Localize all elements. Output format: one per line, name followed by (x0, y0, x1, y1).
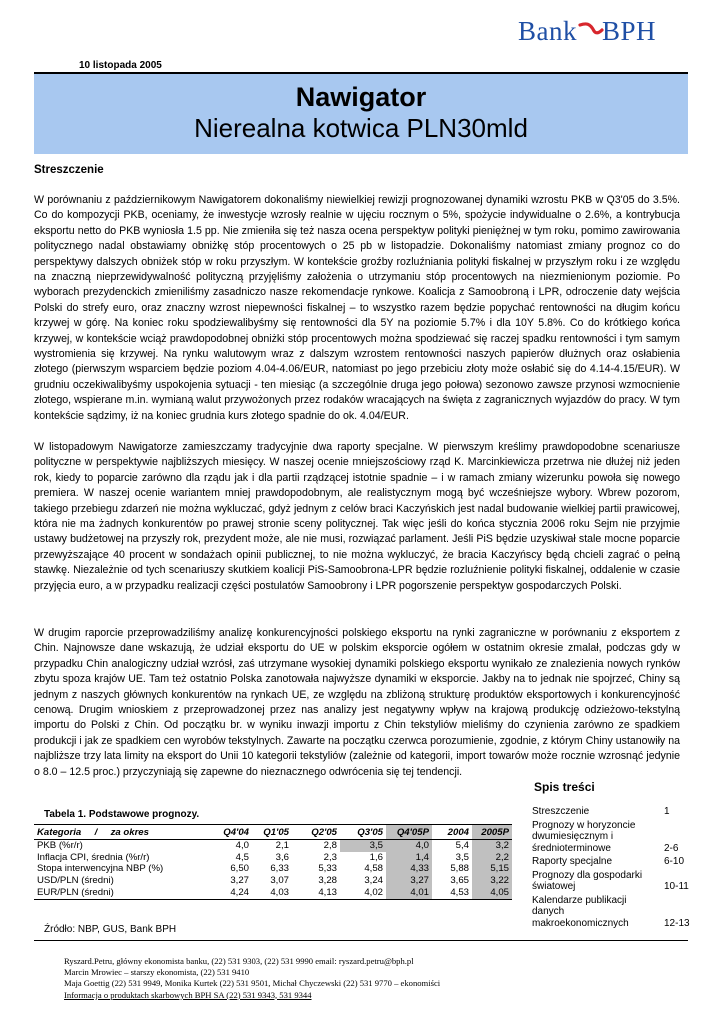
table-cell: 3,6 (275, 851, 289, 863)
toc-item-label: Raporty specjalne (532, 856, 613, 867)
row-label: Inflacja CPI, średnia (%r/r) (37, 851, 150, 863)
contact-line-link[interactable]: Informacja o produktach skarbowych BPH SA (22) 531 9343, 531 9344 (64, 989, 312, 1000)
report-date: 10 listopada 2005 (79, 60, 162, 71)
table-cell: 3,27 (230, 875, 249, 887)
summary-paragraph-3: W drugim raporcie przeprowadziliśmy analizę konkurencyjności polskiego eksportu na rynki zagraniczne w porównaniu z eksportem z Chin. Najnowsze dane wskazują, że udział eksportu do UE w polskim eksporcie ogółem w ostatnim okresie zmalał, podczas gdy w przypadku Chin analogiczny udział wzrósł, zaś utrzymane wysokiej dynamiki polskiego eksportu wynikało ze znalezienia nowych rynków zbytu spoza krajów UE. Tam też ostatnio Polska zanotowała najwyższe dynamiki w eksporcie. Jakby na to jednak nie spojrzeć, Chiny są jednym z naszych głównych konkurentów na rynkach UE, ze względu na zbliżoną strukturę produktów eksportowych i konkurencyjność cenową. Drugim wnioskiem z przeprowadzonej przez nas analizy jest negatywny wpływ na krajową produkcję odzieżowo-tekstylną importu do Polski z Chin. Od początku br. w wyniku inwazji importu z Chin tekstyliów mieliśmy do czynienia zarówno ze spadkiem produkcji i jak ze spadkiem cen wyrobów tekstylnych. Zawarte na początku czerwca porozumienie, zgodnie, z którym Chiny ustanowiły na najbliższe trzy lata limity na eksport do Unii 10 kategorii tekstyliów (zależnie od kategorii, import towarów może rocznie wzrosnąć jedynie o 8.0 – 12.5 proc.) przyczyniają się zapewne do nieznacznego odwrócenia się tej tendencji. (34, 627, 680, 778)
table-cell: 1,4 (386, 852, 432, 864)
table-row (34, 840, 512, 852)
forecast-table (34, 824, 512, 900)
table-header-row (34, 825, 512, 840)
contact-line: Ryszard.Petru, główny ekonomista banku, (22) 531 9303, (22) 531 9990 email: ryszard.petru@bph.pl (64, 956, 414, 966)
row-label: USD/PLN (średni) (37, 875, 114, 887)
logo-swoosh-icon (578, 21, 604, 37)
logo-text-bph: BPH (602, 16, 657, 46)
header-cell: Q4'05P (386, 825, 432, 840)
title-banner (34, 74, 688, 154)
toc-heading: Spis treści (534, 780, 595, 794)
summary-paragraph-2: W listopadowym Nawigatorze zamieszczamy tradycyjnie dwa raporty specjalne. W pierwszym kreślimy prawdopodobne scenariusze polityczne w perspektywie najbliższych miesięcy. W naszej ocenie mniejszościowy rząd K. Marcinkiewicza przetrwa nie dłużej niż jeden rok, kiedy to poparcie zarówno dla rządu jak i dla partii rządzącej istotnie spadnie – i w ramach zmiany wizerunku powoła się nowego premiera. W naszej ocenie wariantem mniej prawdopodobnym, ale realistycznym mogą być wcześniejsze wybory. Wbrew pozorom, takiego przebiegu zdarzeń nie można wykluczać, gdyż jednym z celów braci Kaczyńskich jest nadal budowanie wielkiej partii prawicowej, która nie ma żadnych konkurentów po prawej stronie sceny politycznej. Tak więc jeśli do końca stycznia 2006 roku Sejm nie przyjmie ustawy budżetowej na przyszły rok, prezydent może, ale nie musi, rozwiązać parlament. Jeśli PiS będzie uzyskiwał stale mocne poparcie przewyższające 40 procent w sondażach opinii publicznej, to nie można wykluczyć, że bracia Kaczyńscy będą chcieli zagrać o pełną stawkę. Niezależnie od tych scenariuszy skutkiem koalicji PiS-Samoobrona-LPR będzie rozluźnienie polityki fiskalnej, oddalenie w czasie przyjęcia euro, a w przypadku realizacji części postulatów Samoobrony i LPR pogorszenie perspektyw gospodarczych Polski. (34, 441, 680, 592)
table-cell: 4,24 (202, 887, 252, 899)
toc-item-label: Kalendarze publikacji danych makroekonomicznych (532, 894, 629, 929)
table-cell: 2,1 (275, 840, 289, 851)
page-subtitle: Nierealna kotwica PLN30mld (194, 113, 528, 143)
table-cell: 5,33 (318, 863, 337, 875)
table-cell: 4,53 (432, 887, 472, 899)
toc-item-label: Prognozy dla gospodarki światowej (532, 869, 643, 892)
table-cell: 3,5 (340, 840, 386, 852)
table-cell: 4,13 (292, 887, 340, 899)
table-cell: 3,27 (386, 875, 432, 887)
table-cell: 3,5 (455, 851, 469, 863)
table-cell: 4,0 (235, 840, 249, 851)
row-label: PKB (%r/r) (37, 840, 83, 851)
table-cell: 3,28 (318, 875, 337, 887)
table-cell: 2,3 (323, 851, 337, 863)
row-label: EUR/PLN (średni) (34, 887, 202, 899)
header-cell: Kategoria / za okres (34, 825, 202, 840)
summary-heading: Streszczenie (34, 164, 104, 176)
toc-item[interactable] (532, 870, 694, 893)
contact-line: Maja Goettig (22) 531 9949, Monika Kurtek (22) 531 9501, Michał Chyczewski (22) 531 9770 – ekonomiści (64, 978, 441, 989)
bank-logo (518, 16, 668, 56)
table-cell: 3,07 (270, 875, 289, 887)
header-cell: 2004 (432, 825, 472, 840)
footer-rule (34, 940, 688, 941)
table-cell: 6,50 (230, 863, 249, 875)
table-cell: 1,6 (369, 851, 383, 863)
summary-paragraph-1: W porównaniu z październikowym Nawigatorem dokonaliśmy niewielkiej rewizji prognozowanej dynamiki wzrostu PKB w Q3'05 do 3.5%. Co do kompozycji PKB, oceniamy, że inwestycje wzrosły realnie w ujęciu rocznym o 5%, spożycie indywidualne o 2.6%, a kontrybucja eksportu netto do PKB wyniosła 1.5 pp. Nie zmieniła się też nasza ocena perspektyw polityki pieniężnej w tym roku, pomimo zawirowania politycznego nadal obstawiamy obniżkę stóp procentowych o 25 pb w listopadzie. Dokonaliśmy natomiast zmiany prognoz co do perspektywy dalszych obniżek stóp w roku przyszłym. W kontekście groźby rozluźniania polityki fiskalnej w przyszłym roku i ze względu na znaczną nieprzewidywalność polityczną przyjęliśmy założenia o utrzymaniu stóp procentowych na niezmienionym poziomie. Po wyborach prezydenckich zmieniliśmy zasadniczo nasze rekomendacje rynkowe. Koalicja z Samoobroną i LPR, odroczenie daty wejścia Polski do strefy euro, oraz znaczny wzrost niepewności fiskalnej – to wszystko razem będzie popychać rentowności na długim końcu krzywej w górę. Na koniec roku spodziewalibyśmy się rentowności dla 5Y na poziomie 5.7% i dla 10Y 5.8%. Co do krótkiego końca krzywej, w kontekście wciąż prawdopodobnej obniżki stóp procentowych można spodziewać się raczej spadku rentowności i tym samym wystromienia się krzywej. Na rynku walutowym wraz z dalszym wzrostem rentowności naszych papierów dłużnych oraz osłabienia złotego (pierwszym wsparciem będzie poziom 4.04-4.06/EUR, natomiast po jego przebiciu złoty może osłabić się do 4.14-4.15/EUR). W grudniu oczekiwalibyśmy uspokojenia sytuacji - ten miesiąc (a szczególnie druga jego połowa) sezonowo zawsze przynosi wzmocnienie złotego, wspierane m.in. wymianą walut przywożonych przez rodaków wracających na święta z zagranicznych wyjazdów do pracy. W tym kontekście sądzimy, iż na koniec grudnia kurs złotego spadnie do ok. 4.04/EUR. (34, 194, 680, 422)
table-row (34, 863, 512, 875)
toc-item-label: Prognozy w horyzoncie dwumiesięcznym i średnioterminowe (532, 819, 636, 854)
table-cell: 3,24 (364, 875, 383, 887)
logo-text-bank: Bank (518, 16, 577, 46)
toc-item-page: 2-6 (664, 842, 679, 854)
toc-item[interactable] (532, 856, 694, 868)
table-title: Tabela 1. Podstawowe prognozy. (44, 809, 200, 820)
row-label: Stopa interwencyjna NBP (%) (37, 863, 164, 875)
table-cell: 6,33 (270, 863, 289, 875)
contacts-block (64, 956, 440, 1001)
toc-item[interactable] (532, 820, 694, 855)
table-cell: 3,22 (472, 875, 512, 887)
table-cell: 3,2 (472, 840, 512, 852)
table-cell: 2,2 (472, 852, 512, 864)
table-row (34, 887, 512, 899)
table-cell: 4,33 (386, 863, 432, 875)
table-row (34, 875, 512, 887)
header-cell: Q1'05 (252, 825, 292, 840)
table-cell: 4,02 (340, 887, 386, 899)
toc-item-page: 10-11 (664, 881, 689, 892)
table-cell: 4,03 (252, 887, 292, 899)
toc-item[interactable] (532, 895, 694, 930)
toc-item-page: 6-10 (664, 856, 685, 867)
table-cell: 3,65 (450, 875, 469, 887)
table-cell: 4,58 (364, 863, 383, 875)
table-cell: 4,5 (235, 851, 249, 863)
header-cell: Q2'05 (292, 825, 340, 840)
toc-item-page: 12-13 (664, 917, 690, 929)
table-cell: 4,05 (472, 887, 512, 899)
toc-item[interactable] (532, 806, 694, 818)
toc-item-page: 1 (664, 806, 670, 817)
table-cell: 5,4 (455, 840, 469, 851)
table-source: Źródło: NBP, GUS, Bank BPH (44, 924, 177, 935)
table-of-contents (532, 806, 694, 931)
page-title: Nawigator (295, 82, 427, 112)
header-cell: 2005P (472, 825, 512, 840)
table-cell: 4,0 (386, 840, 432, 852)
contact-line: Marcin Mrowiec – starszy ekonomista, (22) 531 9410 (64, 967, 250, 978)
toc-item-label: Streszczenie (532, 806, 590, 817)
table-row (34, 852, 512, 864)
table-cell: 2,8 (323, 840, 337, 851)
header-cell: Q4'04 (202, 825, 252, 840)
table-cell: 5,15 (472, 863, 512, 875)
table-cell: 4,01 (386, 887, 432, 899)
header-cell: Q3'05 (340, 825, 386, 840)
table-cell: 5,88 (450, 863, 469, 875)
